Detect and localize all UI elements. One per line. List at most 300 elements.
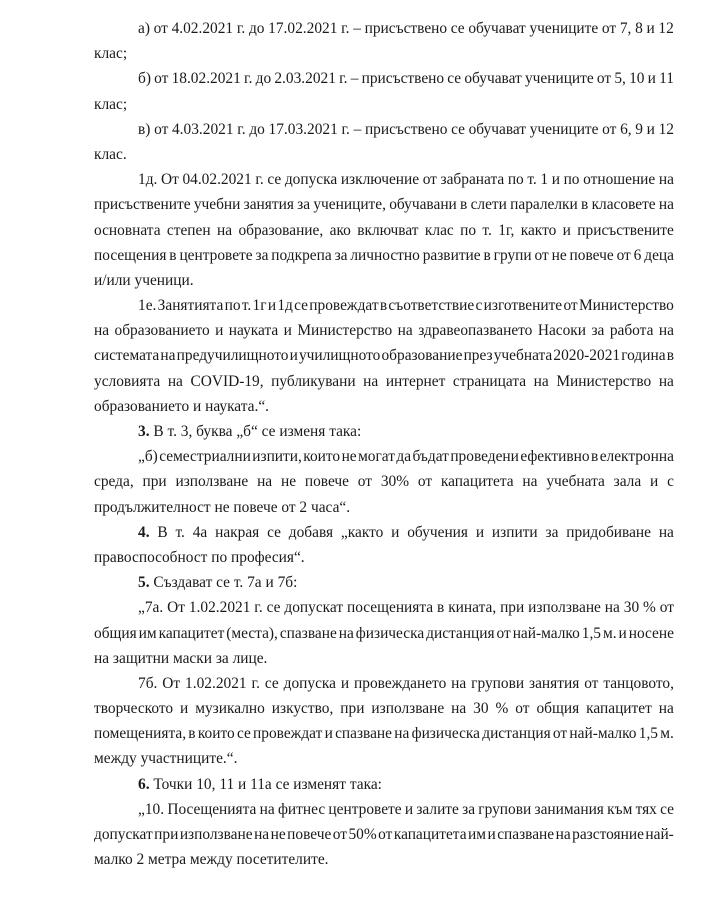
word: кината, bbox=[448, 599, 497, 617]
word: с bbox=[475, 297, 483, 315]
word: 30 bbox=[473, 700, 489, 718]
word: от bbox=[534, 246, 549, 264]
word: на bbox=[658, 171, 674, 189]
word: и bbox=[650, 473, 659, 491]
word: година bbox=[621, 347, 666, 365]
text-line bbox=[94, 721, 674, 746]
word: страницата bbox=[452, 372, 527, 390]
word: на bbox=[522, 473, 538, 491]
word: и bbox=[551, 171, 560, 189]
text-line bbox=[94, 772, 674, 797]
text-line bbox=[94, 444, 674, 469]
word: обучават bbox=[468, 20, 526, 37]
word: от bbox=[616, 246, 631, 264]
text-line bbox=[94, 16, 674, 41]
word: капацитет bbox=[586, 700, 652, 718]
text-line bbox=[94, 746, 674, 771]
word: повече bbox=[569, 246, 614, 264]
word: капацитета bbox=[440, 473, 514, 491]
word: паралелки bbox=[510, 196, 578, 214]
word: и bbox=[404, 800, 414, 818]
word: В bbox=[157, 523, 168, 541]
word: използване bbox=[528, 599, 601, 617]
word: учениците bbox=[529, 20, 599, 37]
word: От bbox=[167, 599, 185, 617]
text-line bbox=[94, 646, 674, 671]
word: тях bbox=[635, 800, 657, 818]
paragraph bbox=[94, 293, 674, 419]
text-line bbox=[94, 218, 674, 243]
word: от bbox=[378, 826, 393, 843]
word: на bbox=[257, 473, 273, 491]
paragraph bbox=[94, 772, 674, 797]
word: От bbox=[162, 674, 181, 692]
paragraph bbox=[94, 167, 674, 293]
word: използване bbox=[179, 826, 253, 843]
word: се bbox=[450, 20, 465, 37]
word: творческото bbox=[94, 700, 174, 718]
word: се bbox=[660, 800, 674, 818]
word: т. bbox=[482, 221, 492, 239]
word: повече bbox=[287, 826, 332, 843]
document-body bbox=[94, 0, 674, 872]
word: 50% bbox=[348, 826, 377, 843]
word: г. bbox=[341, 120, 350, 138]
word: на bbox=[451, 700, 467, 718]
word: не bbox=[280, 473, 297, 491]
word: б) bbox=[138, 70, 151, 88]
word: на bbox=[94, 322, 110, 340]
word: за bbox=[334, 246, 348, 264]
word: забраната bbox=[440, 171, 505, 189]
word: по bbox=[563, 171, 580, 189]
word: от bbox=[357, 473, 373, 491]
word: в bbox=[666, 347, 674, 365]
word: изготвените bbox=[483, 297, 563, 315]
word: присъствените bbox=[94, 196, 191, 214]
line-text: между участниците.“. bbox=[94, 750, 238, 768]
word: посещения bbox=[94, 246, 167, 264]
line-text: Точки 10, 11 и 11а се изменят така: bbox=[149, 775, 382, 793]
word: г. bbox=[236, 20, 246, 37]
word: от bbox=[552, 725, 568, 743]
text-line bbox=[94, 570, 674, 595]
paragraph bbox=[94, 671, 674, 772]
word: учениците bbox=[529, 120, 599, 138]
word: и bbox=[340, 674, 350, 692]
word: могат bbox=[358, 448, 395, 466]
word: развитие bbox=[422, 246, 481, 264]
word: при bbox=[500, 599, 525, 617]
text-line bbox=[94, 545, 674, 570]
line-text: Създават се т. 7а и 7б: bbox=[149, 574, 298, 592]
word: 1е. bbox=[138, 297, 157, 315]
text-line bbox=[94, 117, 674, 142]
text-line bbox=[94, 495, 674, 520]
word: на bbox=[451, 674, 467, 692]
word: по bbox=[460, 221, 477, 239]
word: и bbox=[618, 624, 627, 642]
paragraph bbox=[94, 419, 674, 444]
word: училищното bbox=[298, 347, 381, 365]
word: се bbox=[267, 171, 282, 189]
word: в bbox=[483, 246, 491, 264]
word: за bbox=[591, 322, 605, 340]
line-text: продължителност не повече от 2 часа“. bbox=[94, 498, 351, 516]
word: се bbox=[267, 523, 281, 541]
text-line bbox=[94, 41, 674, 66]
word: както bbox=[520, 221, 557, 239]
word: танцовото, bbox=[603, 674, 674, 692]
word: условията bbox=[94, 372, 161, 390]
word: при bbox=[154, 826, 179, 843]
line-text: В т. 3, буква „б“ се изменя така: bbox=[149, 423, 362, 440]
word: от bbox=[584, 674, 599, 692]
text-line bbox=[94, 419, 674, 444]
line-text: клас; bbox=[94, 95, 128, 113]
word: от bbox=[563, 297, 578, 315]
word: степен bbox=[166, 221, 211, 239]
word: дистанция bbox=[482, 725, 551, 743]
word: на bbox=[167, 372, 183, 390]
word: 30 bbox=[623, 599, 640, 617]
item-number: 6. bbox=[138, 775, 150, 793]
word: публикувани bbox=[271, 372, 356, 390]
word: се bbox=[266, 599, 281, 617]
word: учебната bbox=[546, 473, 605, 491]
word: от bbox=[154, 70, 169, 88]
word: науката bbox=[228, 322, 279, 340]
word: на bbox=[160, 347, 176, 365]
word: капацитета bbox=[393, 826, 467, 843]
word: 1г bbox=[252, 297, 267, 315]
word: изпити bbox=[491, 523, 538, 541]
word: обучават bbox=[464, 70, 522, 88]
word: не bbox=[551, 246, 567, 264]
line-text: клас; bbox=[94, 45, 128, 63]
word: „10. bbox=[138, 800, 165, 818]
word: г. bbox=[237, 120, 246, 138]
word: на bbox=[394, 725, 410, 743]
word: на bbox=[338, 624, 354, 642]
text-line bbox=[94, 192, 674, 217]
word: 6, bbox=[620, 120, 632, 138]
word: от bbox=[417, 473, 433, 491]
word: занимания bbox=[534, 800, 604, 818]
word: клас bbox=[424, 221, 454, 239]
word: от bbox=[602, 120, 617, 138]
word: в bbox=[581, 196, 589, 214]
word: и bbox=[215, 322, 224, 340]
word: на bbox=[658, 700, 674, 718]
word: учениците, bbox=[313, 196, 386, 214]
word: основната bbox=[94, 221, 161, 239]
word: 5, bbox=[614, 70, 626, 88]
word: до bbox=[255, 70, 272, 88]
word: Министерство bbox=[297, 322, 393, 340]
word: т. bbox=[241, 297, 252, 315]
word: ако bbox=[329, 221, 351, 239]
text-line bbox=[94, 92, 674, 117]
word: изключение bbox=[340, 171, 420, 189]
word: им bbox=[138, 624, 157, 642]
word: групови bbox=[471, 674, 525, 692]
word: и bbox=[283, 322, 292, 340]
word: провеждат bbox=[253, 725, 323, 743]
word: на bbox=[533, 372, 549, 390]
word: в bbox=[379, 297, 388, 315]
word: 9 bbox=[635, 120, 643, 138]
word: 12 bbox=[658, 20, 674, 37]
word: м. bbox=[602, 624, 617, 642]
word: провеждат bbox=[309, 297, 379, 315]
word: г. bbox=[254, 599, 263, 617]
word: 1,5 bbox=[638, 725, 658, 743]
word: на bbox=[216, 221, 233, 239]
word: учебната bbox=[493, 347, 553, 365]
paragraph bbox=[94, 797, 674, 873]
word: 1.02.2021 bbox=[185, 674, 247, 692]
word: с bbox=[667, 473, 674, 491]
word: не bbox=[270, 826, 286, 843]
word: обучават bbox=[468, 120, 527, 138]
word: допуска bbox=[283, 674, 336, 692]
word: им bbox=[468, 826, 486, 843]
text-line bbox=[94, 293, 674, 318]
word: изкуство, bbox=[271, 700, 334, 718]
word: % bbox=[643, 599, 656, 617]
text-line bbox=[94, 394, 674, 419]
word: се bbox=[451, 120, 465, 138]
word: образование bbox=[381, 347, 463, 365]
word: образованието bbox=[114, 322, 210, 340]
word: и bbox=[487, 826, 496, 843]
word: използване bbox=[175, 473, 249, 491]
word: носене bbox=[628, 624, 674, 642]
word: „7а. bbox=[138, 599, 164, 617]
word: 12 bbox=[658, 120, 674, 138]
word: спазване bbox=[279, 624, 337, 642]
word: здравеопазването bbox=[418, 322, 533, 340]
word: % bbox=[495, 700, 509, 718]
word: г. bbox=[244, 70, 253, 88]
text-line bbox=[94, 369, 674, 394]
line-text: образованието и науката.“. bbox=[94, 397, 270, 415]
word: на bbox=[363, 372, 379, 390]
word: г. bbox=[255, 171, 264, 189]
item-number: 4. bbox=[138, 523, 150, 541]
paragraph bbox=[94, 117, 674, 167]
word: Министерство bbox=[578, 297, 674, 315]
word: дистанция bbox=[426, 624, 495, 642]
word: от bbox=[422, 171, 437, 189]
word: присъствено bbox=[364, 20, 448, 37]
word: присъствените bbox=[577, 221, 674, 239]
word: м. bbox=[660, 725, 674, 743]
word: на bbox=[259, 800, 275, 818]
word: по bbox=[224, 297, 241, 315]
word: не bbox=[341, 448, 357, 466]
word: в) bbox=[138, 120, 151, 138]
text-line bbox=[94, 66, 674, 91]
word: 17.03.2021 bbox=[268, 120, 338, 138]
word: от bbox=[659, 599, 674, 617]
word: присъствено bbox=[364, 120, 448, 138]
word: в bbox=[169, 246, 177, 264]
word: От bbox=[160, 171, 179, 189]
word: 17.02.2021 bbox=[268, 20, 338, 37]
word: за bbox=[462, 800, 476, 818]
word: от bbox=[154, 120, 169, 138]
word: занятия bbox=[243, 196, 294, 214]
word: за bbox=[255, 246, 269, 264]
word: електронна bbox=[599, 448, 674, 466]
word: семестриални bbox=[159, 448, 251, 466]
word: допуска bbox=[284, 171, 338, 189]
word: от bbox=[496, 624, 511, 642]
paragraph bbox=[94, 570, 674, 595]
word: изпити, bbox=[252, 448, 302, 466]
word: системата bbox=[94, 347, 160, 365]
word: по bbox=[507, 171, 524, 189]
word: предучилищното bbox=[176, 347, 289, 365]
word: разстояние bbox=[572, 826, 644, 843]
line-text: на защитни маски за лице. bbox=[94, 649, 268, 667]
word: Занятията bbox=[157, 297, 224, 315]
word: и bbox=[646, 20, 655, 37]
word: проведени bbox=[450, 448, 519, 466]
word: 04.02.2021 bbox=[182, 171, 252, 189]
word: 18.02.2021 bbox=[171, 70, 241, 88]
word: на bbox=[658, 523, 674, 541]
word: придобиване bbox=[566, 523, 651, 541]
word: накрая bbox=[215, 523, 260, 541]
word: 11 bbox=[659, 70, 674, 88]
word: учебни bbox=[193, 196, 241, 214]
text-line bbox=[94, 243, 674, 268]
word: музикално bbox=[195, 700, 265, 718]
word: спазване bbox=[335, 725, 393, 743]
text-line bbox=[94, 469, 674, 494]
word: и bbox=[647, 70, 656, 88]
word: допускат bbox=[284, 599, 344, 617]
word: най-малко bbox=[512, 624, 580, 642]
word: 4а bbox=[192, 523, 208, 541]
word: присъствено bbox=[361, 70, 445, 88]
word: за bbox=[297, 196, 311, 214]
text-line bbox=[94, 822, 674, 847]
word: се bbox=[294, 297, 309, 315]
word: 30% bbox=[380, 473, 410, 491]
word: 1д bbox=[277, 297, 293, 315]
word: ефективно bbox=[520, 448, 590, 466]
word: т. bbox=[527, 171, 537, 189]
word: Посещенията bbox=[167, 800, 257, 818]
word: 1д. bbox=[138, 171, 158, 189]
paragraph bbox=[94, 16, 674, 66]
word: фитнес bbox=[277, 800, 326, 818]
word: добавя bbox=[288, 523, 334, 541]
word: помещенията, bbox=[94, 725, 187, 743]
word: се bbox=[236, 725, 251, 743]
word: 10 bbox=[629, 70, 645, 88]
word: зала bbox=[613, 473, 642, 491]
text-line bbox=[94, 318, 674, 343]
word: 1 bbox=[540, 171, 549, 189]
word: в bbox=[591, 448, 599, 466]
word: включват bbox=[357, 221, 419, 239]
word: 7б. bbox=[138, 674, 158, 692]
word: използване bbox=[371, 700, 445, 718]
word: т. bbox=[175, 523, 185, 541]
word: на bbox=[658, 322, 674, 340]
line-text: правоспособност по професия“. bbox=[94, 548, 305, 566]
word: при bbox=[142, 473, 167, 491]
word: при bbox=[340, 700, 365, 718]
line-text: клас. bbox=[94, 145, 127, 163]
word: които bbox=[197, 725, 235, 743]
word: слети bbox=[470, 196, 507, 214]
word: – bbox=[353, 20, 361, 37]
word: и bbox=[562, 221, 571, 239]
paragraph bbox=[94, 595, 674, 671]
word: на bbox=[397, 322, 413, 340]
word: капацитет bbox=[158, 624, 225, 642]
word: от bbox=[601, 20, 617, 37]
word: бъдат bbox=[412, 448, 449, 466]
word: към bbox=[607, 800, 633, 818]
word: повече bbox=[304, 473, 349, 491]
word: интернет bbox=[385, 372, 446, 390]
word: (места), bbox=[226, 624, 278, 642]
word: и bbox=[475, 523, 485, 541]
word: които bbox=[303, 448, 341, 466]
word: се bbox=[447, 70, 462, 88]
word: от bbox=[332, 826, 347, 843]
item-number: 3. bbox=[138, 423, 150, 440]
word: занятия bbox=[529, 674, 580, 692]
word: 1г, bbox=[498, 221, 515, 239]
word: – bbox=[350, 70, 359, 88]
word: до bbox=[248, 20, 265, 37]
word: съответствие bbox=[388, 297, 475, 315]
word: за bbox=[545, 523, 559, 541]
word: 2020-2021 bbox=[553, 347, 621, 365]
word: в bbox=[460, 196, 468, 214]
word: г. bbox=[341, 20, 350, 37]
word: обучавани bbox=[389, 196, 457, 214]
word: физическа bbox=[355, 624, 425, 642]
word: провеждането bbox=[354, 674, 447, 692]
word: спазване bbox=[497, 826, 555, 843]
text-line bbox=[94, 696, 674, 721]
word: на bbox=[555, 826, 571, 843]
word: образование, bbox=[238, 221, 324, 239]
word: личностно bbox=[350, 246, 420, 264]
word: а) bbox=[138, 20, 150, 37]
word: в bbox=[188, 725, 196, 743]
word: от bbox=[515, 700, 530, 718]
word: отношение bbox=[583, 171, 656, 189]
text-line bbox=[94, 595, 674, 620]
word: през bbox=[463, 347, 493, 365]
word: се bbox=[264, 674, 279, 692]
word: най- bbox=[645, 826, 674, 843]
word: 2.03.2021 bbox=[274, 70, 336, 88]
word: да bbox=[396, 448, 412, 466]
word: 1,5 bbox=[581, 624, 601, 642]
text-line bbox=[94, 520, 674, 545]
